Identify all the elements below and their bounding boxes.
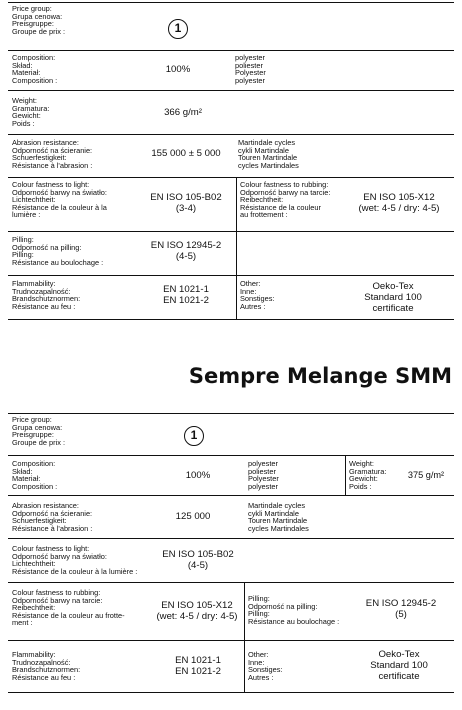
pilling-value: EN ISO 12945-2 (5) [365, 598, 437, 620]
flammability-label: Flammability: Trudnozapalność: Brandschutznormen: Résistance au feu : [12, 650, 81, 682]
other-label: Other: Inne: Sonstiges: Autres : [240, 279, 275, 311]
weight-row [8, 91, 454, 135]
pilling-label: Pilling: Odporność na pilling: Pilling: Résistance au boulochage : [248, 594, 340, 626]
flammability-row [8, 276, 454, 320]
composition-label: Composition: Skład: Materiał: Composition : [12, 53, 58, 85]
weight-value: 366 g/m² [164, 107, 202, 118]
pilling-value: EN ISO 12945-2 (4-5) [150, 240, 222, 262]
composition-row [8, 456, 454, 496]
abrasion-value: 125 000 [175, 511, 211, 522]
price-group-badge: 1 [168, 19, 188, 39]
price-group-label: Price group: Grupa cenowa: Preisgruppe: Groupe de prix : [12, 4, 65, 36]
rubbing-fastness-value: EN ISO 105-X12 (wet: 4-5 / dry: 4-5) [156, 600, 238, 622]
weight-value: 375 g/m² [407, 470, 445, 480]
light-fastness-value: EN ISO 105-B02 (4-5) [162, 549, 234, 571]
flammability-row [8, 641, 454, 693]
abrasion-unit: Martindale cycles cykli Martindale Touren Martindale cycles Martindales [248, 501, 309, 533]
flammability-value: EN 1021-1 EN 1021-2 [175, 655, 221, 677]
rubbing-fastness-label: Colour fastness to rubbing: Odporność barwy na tarcie: Reibechtheit: Résistance de la couleur au frottement : [240, 180, 331, 220]
weight-label: Weight: Gramatura: Gewicht: Poids : [349, 459, 387, 491]
abrasion-label: Abrasion resistance: Odporność na ścieranie: Schuerfestigkeit: Résistance à l'abrasion : [12, 138, 93, 170]
price-group-label: Price group: Grupa cenowa: Preisgruppe: Groupe de prix : [12, 415, 65, 447]
composition-value: 100% [165, 64, 191, 75]
column-divider [345, 456, 346, 495]
light-fastness-label: Colour fastness to light: Odporność barwy na światło: Lichtechtheit: Résistance de la couleur à la lumière : [12, 544, 138, 576]
column-divider [244, 583, 245, 640]
light-fastness-value: EN ISO 105-B02 (3-4) [150, 192, 222, 214]
abrasion-label: Abrasion resistance: Odporność na ścieranie: Schuerfestigkeit: Résistance à l'abrasion : [12, 501, 93, 533]
abrasion-row [8, 135, 454, 178]
other-value: Oeko-Tex Standard 100 certificate [370, 649, 428, 682]
composition-label: Composition: Skład: Materiał: Composition : [12, 459, 58, 491]
rubbing-fastness-label: Colour fastness to rubbing: Odporność barwy na tarcie: Reibechtheit: Résistance de la couleur au frotte- ment : [12, 588, 125, 628]
other-value: Oeko-Tex Standard 100 certificate [364, 281, 422, 314]
light-fastness-label: Colour fastness to light: Odporność barwy na światło: Lichtechtheit: Résistance de la couleur à la lumière : [12, 180, 107, 220]
fastness-row [8, 583, 454, 641]
pilling-row [8, 232, 454, 276]
abrasion-unit: Martindale cycles cykli Martindale Touren Martindale cycles Martindales [238, 138, 299, 170]
weight-label: Weight: Gramatura: Gewicht: Poids : [12, 96, 50, 128]
composition-material: polyester poliester Polyester polyester [248, 459, 279, 491]
fastness-row [8, 178, 454, 232]
rubbing-fastness-value: EN ISO 105-X12 (wet: 4-5 / dry: 4-5) [358, 192, 440, 214]
composition-row [8, 51, 454, 91]
composition-value: 100% [185, 470, 211, 481]
column-divider [236, 276, 237, 319]
price-group-row [8, 414, 454, 456]
abrasion-value: 155 000 ± 5 000 [151, 148, 221, 159]
price-group-badge: 1 [184, 426, 204, 446]
composition-material: polyester poliester Polyester polyester [235, 53, 266, 85]
column-divider [244, 641, 245, 692]
flammability-value: EN 1021-1 EN 1021-2 [163, 284, 209, 306]
price-group-row [8, 3, 454, 51]
other-label: Other: Inne: Sonstiges: Autres : [248, 650, 283, 682]
abrasion-row [8, 496, 454, 539]
column-divider [236, 232, 237, 275]
light-fastness-row [8, 539, 454, 583]
spec-table-2 [8, 413, 454, 693]
pilling-label: Pilling: Odporność na pilling: Pilling: Résistance au boulochage : [12, 235, 104, 267]
column-divider [236, 178, 237, 231]
flammability-label: Flammability: Trudnozapalność: Brandschutznormen: Résistance au feu : [12, 279, 81, 311]
spec-table-1 [8, 2, 454, 320]
product-title: Sempre Melange SMM [188, 364, 452, 388]
